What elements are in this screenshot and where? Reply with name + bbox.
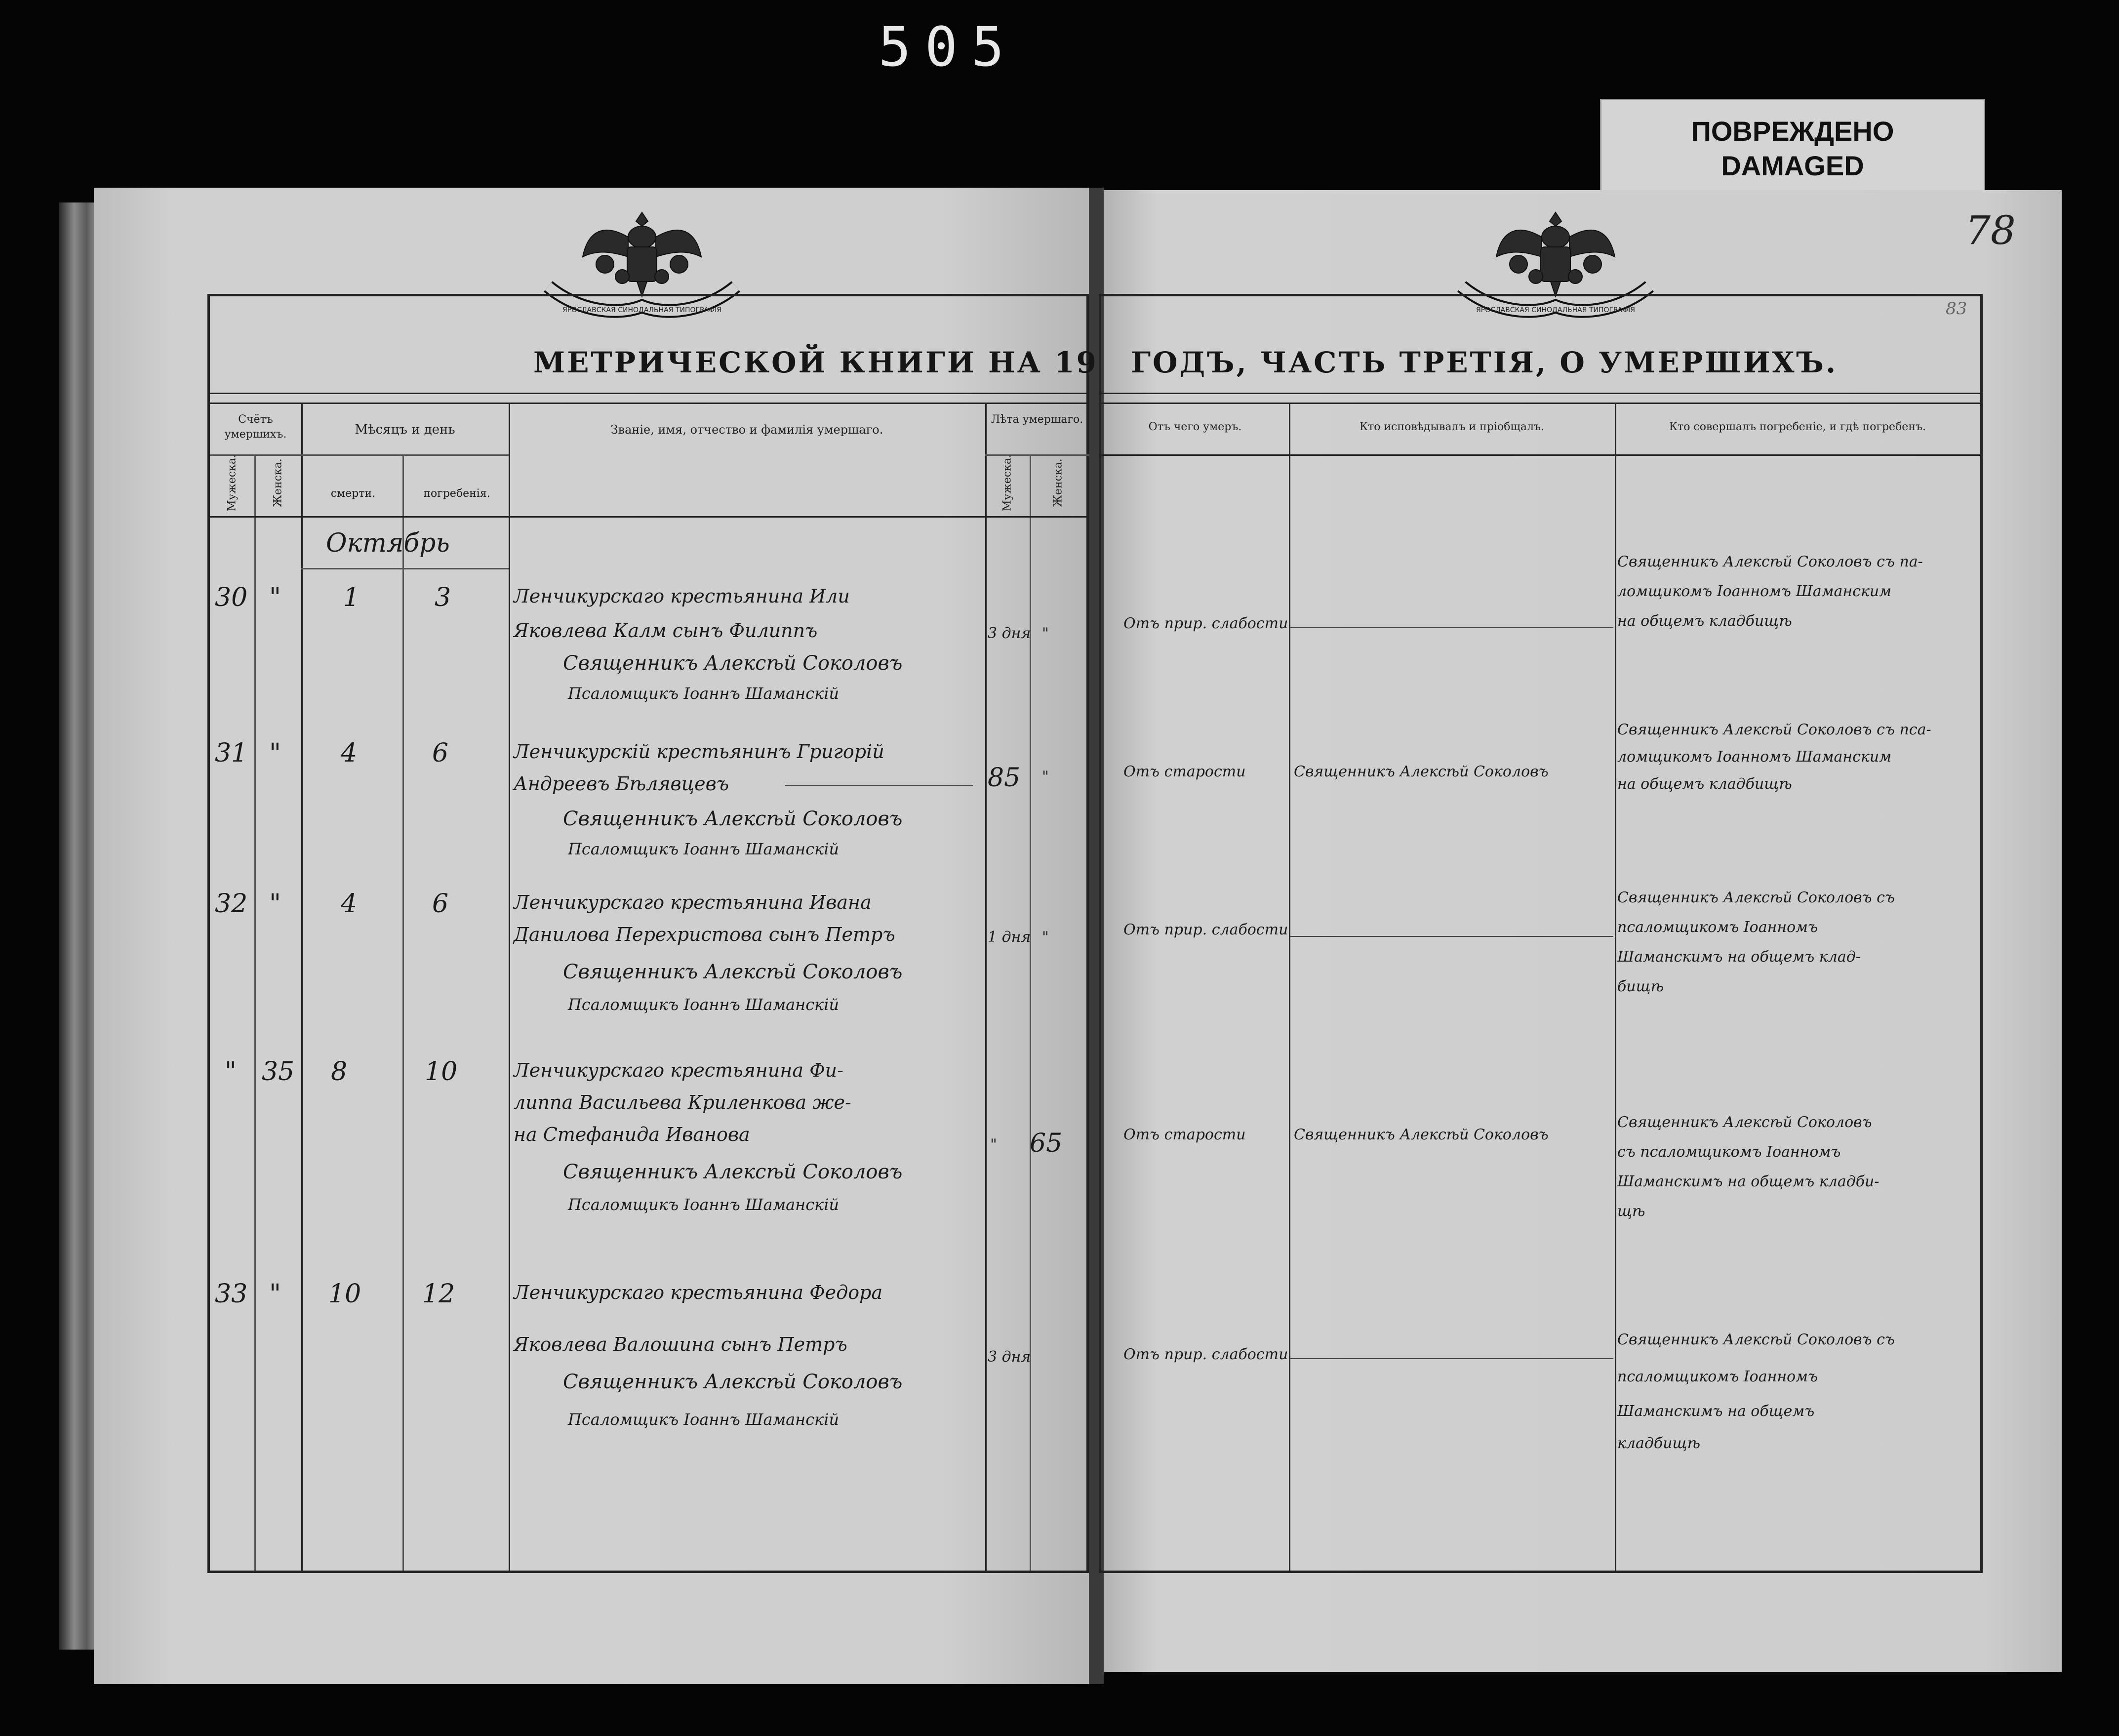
record-name-line: на Стефанида Иванова: [514, 1124, 750, 1145]
page-number-alt: 83: [1946, 299, 1967, 319]
header-age: Лѣта умершаго.: [991, 413, 1083, 426]
header-burial: погребенія.: [423, 487, 490, 500]
header-bottom-line: [210, 516, 1089, 518]
header-burial-by: Кто совершалъ погребеніе, и гдѣ погребенъ.: [1669, 421, 1926, 433]
record-female-no: 35: [262, 1057, 295, 1087]
record-signature-priest: Священникъ Алексѣй Соколовъ: [563, 1371, 903, 1393]
record-burial-line: Шаманскимъ на общемъ кладби-: [1617, 1173, 1879, 1190]
record-signature-psalmist: Псаломщикъ Іоаннъ Шаманскій: [568, 684, 840, 703]
damage-label-ru: ПОВРЕЖДЕНО: [1691, 116, 1894, 147]
record-signature-priest: Священникъ Алексѣй Соколовъ: [563, 807, 903, 830]
record-cause-line: [1290, 1358, 1613, 1359]
record-burial-line: Священникъ Алексѣй Соколовъ съ: [1617, 889, 1895, 906]
col-divider: [509, 403, 510, 1571]
record-burial-day: 12: [422, 1279, 455, 1309]
record-name-line: Ленчикурскаго крестьянина Федора: [514, 1282, 883, 1303]
title-underline-right: [1101, 393, 1980, 394]
damage-label-en: DAMAGED: [1721, 150, 1864, 181]
record-signature-psalmist: Псаломщикъ Іоаннъ Шаманскій: [568, 995, 840, 1014]
header-confessor: Кто исповѣдывалъ и пріобщалъ.: [1359, 421, 1544, 433]
record-burial-line: ломщикомъ Іоанномъ Шаманским: [1617, 748, 1892, 766]
header-male: Мужеска.: [226, 454, 239, 511]
record-name-line: липпа Васильева Криленкова же-: [514, 1091, 851, 1113]
header-death: смерти.: [330, 487, 376, 500]
record-burial-day: 3: [435, 583, 451, 612]
month-label: Октябрь: [326, 528, 450, 558]
record-burial-day: 10: [425, 1057, 458, 1087]
record-name-fill-line: [785, 785, 973, 786]
record-age-male: 3 дня: [988, 1348, 1031, 1366]
record-female-no: ": [269, 583, 281, 612]
record-cause: Отъ прир. слабости: [1123, 921, 1288, 938]
record-burial-line: Священникъ Алексѣй Соколовъ съ пса-: [1617, 721, 1931, 738]
record-burial-line: щѣ: [1617, 1203, 1645, 1220]
record-signature-priest: Священникъ Алексѣй Соколовъ: [563, 961, 903, 983]
record-age-male: 85: [988, 763, 1021, 793]
record-cause-line: [1290, 627, 1613, 628]
record-death-day: 4: [341, 889, 358, 919]
title-left: МЕТРИЧЕСКОЙ КНИГИ НА 19: [533, 346, 1098, 379]
header-bottom-line: [1101, 454, 1980, 456]
col-divider: [985, 403, 987, 1571]
record-cause: Отъ старости: [1123, 763, 1246, 780]
record-name-line: Ленчикурскаго крестьянина Или: [514, 585, 850, 607]
record-male-no: 31: [215, 738, 248, 768]
record-burial-day: 6: [432, 889, 449, 919]
record-signature-priest: Священникъ Алексѣй Соколовъ: [563, 652, 903, 675]
record-age-female: ": [1042, 929, 1049, 946]
title-underline-left: [210, 393, 1089, 394]
header-sub-line: [985, 454, 1089, 456]
record-confessor: Священникъ Алексѣй Соколовъ: [1294, 763, 1549, 780]
record-female-no: ": [269, 1279, 281, 1309]
record-burial-day: 6: [432, 738, 449, 768]
record-cause-line: [1290, 936, 1613, 937]
header-female: Женска.: [272, 458, 284, 507]
record-cause: Отъ прир. слабости: [1123, 1346, 1288, 1363]
record-death-day: 4: [341, 738, 358, 768]
right-emblem-label: ЯРОСЛАВСКАЯ СИНОДАЛЬНАЯ ТИПОГРАФІЯ: [1476, 306, 1635, 314]
record-signature-psalmist: Псаломщикъ Іоаннъ Шаманскій: [568, 840, 840, 858]
record-age-female: ": [1042, 768, 1049, 785]
record-burial-line: псаломщикомъ Іоанномъ: [1617, 1368, 1818, 1385]
left-emblem-label: ЯРОСЛАВСКАЯ СИНОДАЛЬНАЯ ТИПОГРАФІЯ: [562, 306, 721, 314]
month-underline: [301, 568, 509, 569]
record-burial-line: ломщикомъ Іоанномъ Шаманским: [1617, 583, 1892, 600]
record-burial-line: Священникъ Алексѣй Соколовъ съ: [1617, 1331, 1895, 1348]
record-burial-line: на общемъ кладбищѣ: [1617, 612, 1792, 630]
record-name-line: Данилова Перехристова сынъ Петръ: [514, 924, 895, 945]
damage-label: [1600, 99, 1985, 198]
record-confessor: Священникъ Алексѣй Соколовъ: [1294, 1126, 1549, 1143]
record-female-no: ": [269, 889, 281, 919]
record-burial-line: Священникъ Алексѣй Соколовъ съ па-: [1617, 553, 1923, 570]
title-right: ГОДЪ, ЧАСТЬ ТРЕТІЯ, О УМЕРШИХЪ.: [1131, 346, 1838, 379]
col-divider: [1030, 454, 1031, 1571]
record-burial-line: на общемъ кладбищѣ: [1617, 775, 1792, 793]
frame-number: 505: [878, 15, 1018, 79]
record-signature-priest: Священникъ Алексѣй Соколовъ: [563, 1161, 903, 1183]
record-male-no: 30: [215, 583, 248, 612]
page-number: 78: [1965, 207, 2016, 253]
record-burial-line: Священникъ Алексѣй Соколовъ: [1617, 1114, 1872, 1131]
record-signature-psalmist: Псаломщикъ Іоаннъ Шаманскій: [568, 1410, 840, 1429]
record-male-no: 32: [215, 889, 248, 919]
record-burial-line: съ псаломщикомъ Іоанномъ: [1617, 1143, 1841, 1161]
record-burial-line: бищѣ: [1617, 978, 1664, 995]
record-age-female: 65: [1030, 1129, 1063, 1158]
col-divider: [254, 454, 256, 1571]
record-cause: Отъ прир. слабости: [1123, 615, 1288, 632]
record-male-no: ": [225, 1057, 237, 1087]
col-divider: [402, 454, 404, 1571]
header-top-line: [210, 403, 1089, 404]
record-name-line: Ленчикурскаго крестьянина Фи-: [514, 1059, 843, 1081]
header-sub-line: [210, 454, 509, 456]
header-top-line: [1101, 403, 1980, 404]
record-burial-line: Шаманскимъ на общемъ клад-: [1617, 948, 1861, 966]
col-divider: [1289, 403, 1290, 1571]
col-divider: [1615, 403, 1616, 1571]
record-name-line: Яковлева Калм сынъ Филиппъ: [514, 620, 818, 642]
record-age-female: ": [1042, 625, 1049, 642]
record-cause: Отъ старости: [1123, 1126, 1246, 1143]
record-age-male: 3 дня: [988, 625, 1031, 642]
record-age-male: 1 дня: [988, 929, 1031, 946]
record-name-line: Андреевъ Бѣлявцевъ: [514, 773, 729, 795]
header-count: Счётъ умершихъ.: [224, 413, 287, 441]
record-burial-line: псаломщикомъ Іоанномъ: [1617, 919, 1818, 936]
col-divider: [301, 403, 303, 1571]
record-death-day: 8: [331, 1057, 348, 1087]
header-name: Званіе, имя, отчество и фамилія умершаго.: [610, 423, 883, 437]
record-death-day: 1: [343, 583, 360, 612]
header-cause: Отъ чего умеръ.: [1148, 421, 1242, 433]
record-burial-line: кладбищѣ: [1617, 1435, 1701, 1452]
header-age-male: Мужеска.: [1001, 454, 1014, 511]
record-female-no: ": [269, 738, 281, 768]
record-age-male: ": [990, 1136, 997, 1153]
record-signature-psalmist: Псаломщикъ Іоаннъ Шаманскій: [568, 1195, 840, 1214]
record-name-line: Ленчикурскаго крестьянина Ивана: [514, 891, 872, 913]
record-burial-line: Шаманскимъ на общемъ: [1617, 1403, 1815, 1420]
header-month-day: Мѣсяцъ и день: [355, 422, 455, 437]
record-death-day: 10: [328, 1279, 361, 1309]
record-name-line: Яковлева Валошина сынъ Петръ: [514, 1333, 847, 1355]
record-name-line: Ленчикурскій крестьянинъ Григорій: [514, 741, 884, 763]
header-age-female: Женска.: [1052, 458, 1065, 507]
record-male-no: 33: [215, 1279, 248, 1309]
